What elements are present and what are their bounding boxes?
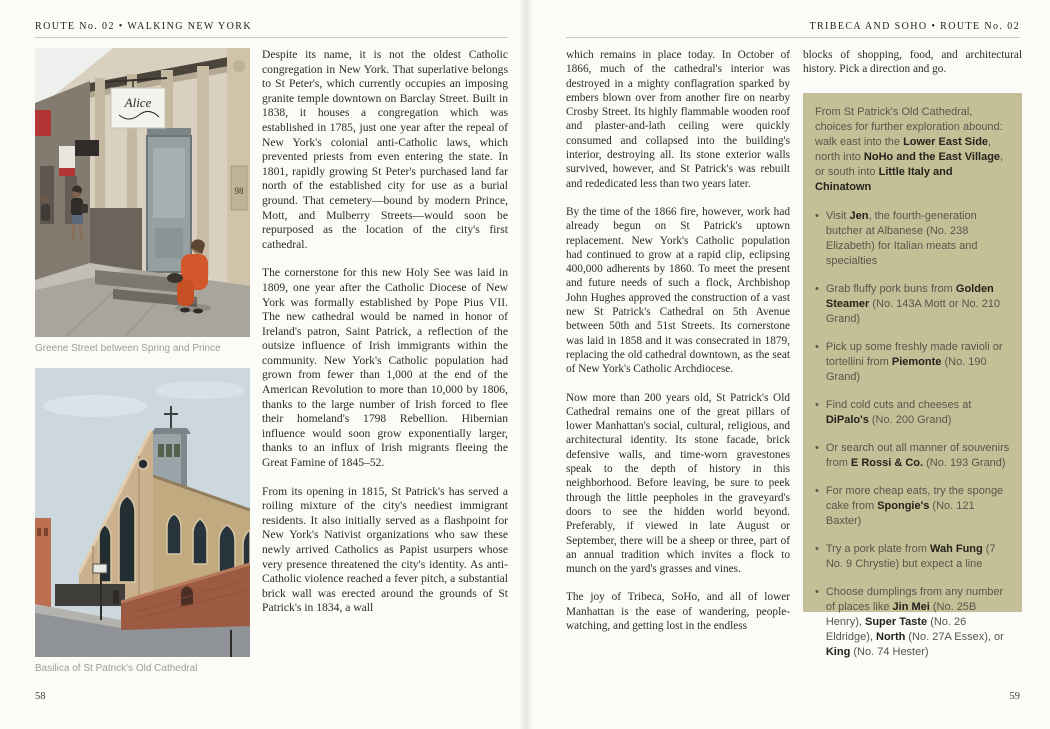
sidebar-bullet-list — [815, 209, 1010, 660]
alice-sign-text: Alice — [124, 95, 152, 110]
body-paragraph: From its opening in 1815, St Patrick's has served a roiling mixture of the city's neediest immigrant residents. It also initially served as a flashpoint for New York's Nativist organizations who saw these newly arrived Catholics as Papist usurpers whose very presence threatened the city's identity. As anti-Catholic violence reached a fever pitch, a substantial brick wall was erected around the grounds of St Patrick's in 1834, a wall — [262, 484, 508, 615]
photo-caption-basilica: Basilica of St Patrick's Old Cathedral — [35, 663, 198, 674]
basilica-illustration — [35, 368, 250, 657]
bullet-icon: • — [815, 442, 819, 454]
continuation-paragraph: blocks of shopping, food, and architectural history. Pick a direction and go. — [803, 49, 1022, 76]
bullet-icon: • — [815, 283, 819, 295]
photo-caption-greene-street: Greene Street between Spring and Prince — [35, 343, 221, 354]
sidebar-bullet-item: • Or search out all manner of souvenirs from E Rossi & Co. (No. 193 Grand) — [815, 442, 1010, 469]
sidebar-bullet-item: • Try a pork plate from Wah Fung (7 No. 9 Chrystie) but expect a line — [815, 543, 996, 570]
sidebar-bullet-item: • Pick up some freshly made ravioli or tortellini from Piemonte (No. 190 Grand) — [815, 341, 1003, 383]
header-rule-left — [35, 37, 508, 38]
right-page-text-column — [566, 48, 790, 700]
body-paragraph: Despite its name, it is not the oldest Catholic congregation in New York. That superlative belongs to St Peter's, which currently occupies an imposing granite temple downtown on Barclay Street. Built in 1838, it houses a congregation which was established in 1785, just one year after the repeal of New York's colonial anti-Catholic laws, which prevented priests from even entering the state. In 1801, rapidly growing St Peter's purchased land far north of the established city for use as a burial ground. That cemetery—bound by modern Prince, Mott, and Mulberry Streets—would soon be repurposed as the location of the city's first cathedral. — [262, 48, 508, 251]
bullet-icon: • — [815, 543, 819, 555]
bullet-icon: • — [815, 399, 819, 411]
bullet-icon: • — [815, 586, 819, 598]
sidebar-bullet-item: • Grab fluffy pork buns from Golden Steamer (No. 143A Mott or No. 210 Grand) — [815, 283, 1001, 325]
page-gutter-shadow — [519, 0, 533, 729]
running-header-right: TRIBECA AND SOHO • ROUTE No. 02 — [809, 21, 1020, 32]
right-page-third-column — [803, 48, 1022, 91]
sidebar-bullet-item: • Find cold cuts and cheeses at DiPalo's (No. 200 Grand) — [815, 399, 972, 426]
greene-street-illustration — [35, 48, 250, 337]
left-page-text-column — [262, 48, 508, 684]
photo-greene-street — [35, 48, 250, 337]
body-paragraph: Now more than 200 years old, St Patrick's Old Cathedral remains one of the great pillars of lower Manhattan's social, cultural, religious, and architectural identity. Its stone facade, brick defensive walls, and time-worn gravestones speak to the depth of history in this neighborhood. Before leaving, be sure to peek through the little peepholes in the graveyard's doors to see the hidden world beyond. Preferably, if viewed in late August or September, there will be a sheep or three, part of an annual tradition which invites a flock to munch on the yard's grasses and vines. — [566, 391, 790, 576]
body-paragraph: By the time of the 1866 fire, however, work had already begun on St Patrick's uptown replacement. New York's Catholic population had continued to grow at a rapid clip, eclipsing 400,000 adherents by 1860. To meet the present and future needs of such a flock, Archbishop John Hughes approved the construction of a vast new St Patrick's Cathedral on 5th Avenue between 50th and 51st Streets. Its cornerstone was laid in 1858 and it was consecrated in 1879, replacing the old cathedral downtown, as the seat of New York's Catholic Archdiocese. — [566, 205, 790, 376]
bullet-icon: • — [815, 485, 819, 497]
sidebar-bullet-item: • Choose dumplings from any number of places like Jin Mei (No. 25B Henry), Super Taste (No. 26 Eldridge), North (No. 27A Essex), or King (No. 74 Hester) — [815, 586, 1004, 658]
body-paragraph: The cornerstone for this new Holy See was laid in 1809, one year after the Catholic Diocese of New York was formally established by Pope Pius VII. The new cathedral would be named in honor of Ireland's patron, Saint Patrick, a reflection of the outsize influence of Irish immigrants within the community. New York's Catholic population had grown from fewer than 1,000 at the end of the American Revolution to more than 10,000 by 1806, thanks to the large number of Irish forced to flee their homeland's 1798 Rebellion. Hibernian influence would soon grow exponentially larger, thanks to an influx of Irish migrants fleeing the Great Famine of 1845–52. — [262, 266, 508, 470]
sidebar-bullet-item: • For more cheap eats, try the sponge cake from Spongie's (No. 121 Baxter) — [815, 485, 1004, 527]
sidebar-intro: From St Patrick's Old Cathedral, choices for further exploration abound: walk east into the Lower East Side, north into NoHo and the East Village, or south into Little Italy and Chinatown — [815, 106, 1004, 193]
page-number-right: 59 — [1009, 691, 1020, 702]
building-number-text: 98 — [234, 186, 244, 196]
bullet-icon: • — [815, 341, 819, 353]
body-paragraph: The joy of Tribeca, SoHo, and all of lower Manhattan is the ease of wandering, people-watching, and getting lost in the endless — [566, 591, 790, 632]
photo-basilica — [35, 368, 250, 657]
running-header-left: ROUTE No. 02 • WALKING NEW YORK — [35, 21, 252, 32]
header-rule-right — [566, 37, 1020, 38]
sidebar-tips-box — [803, 93, 1022, 658]
bullet-icon: • — [815, 210, 819, 222]
body-paragraph: which remains in place today. In October of 1866, much of the cathedral's interior was destroyed in a mighty conflagration sparked by embers blown over from another fire on nearby Crosby Street. Its highly flammable wooden roof and plaster-and-lath ceiling were quickly consumed and collapsed into the building's interior, destroying all. Its stone exterior walls survived, however, and St Patrick's was rebuilt and rededicated less than two years later. — [566, 49, 790, 190]
page-number-left: 58 — [35, 691, 46, 702]
sidebar-bullet-item: • Visit Jen, the fourth-generation butcher at Albanese (No. 238 Elizabeth) for Italian meats and specialties — [815, 210, 978, 267]
